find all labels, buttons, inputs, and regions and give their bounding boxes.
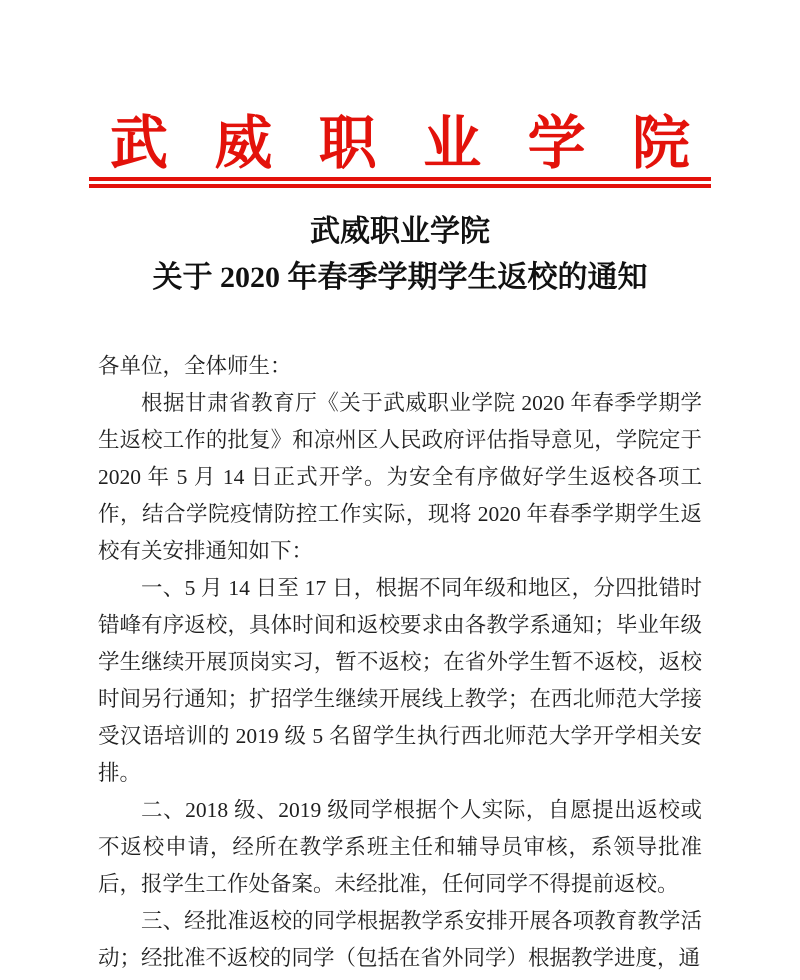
paragraph-intro: 根据甘肃省教育厅《关于武威职业学院 2020 年春季学期学生返校工作的批复》和凉州区人民政府评估指导意见，学院定于 2020 年 5 月 14 日正式开学。为安全有序做好学生返校各项工作，结合学院疫情防控工作实际，现将 2020 年春季学期学生返校有关安排通知如下： — [98, 391, 702, 563]
salutation: 各单位，全体师生： — [98, 354, 292, 378]
document-body — [98, 348, 702, 977]
paragraph-item-3-cutoff: 三、经批准返校的同学根据教学系安排开展各项教育教学活动；经批准不返校的同学（包括在省外同学）根据教学进度，通 — [98, 909, 702, 970]
paragraph-item-1: 一、5 月 14 日至 17 日，根据不同年级和地区，分四批错时错峰有序返校，具体时间和返校要求由各教学系通知；毕业年级学生继续开展顶岗实习，暂不返校；在省外学生暂不返校，返校时间另行通知；扩招学生继续开展线上教学；在西北师范大学接受汉语培训的 2019 级 5 名留学生执行西北师范大学开学相关安排。 — [98, 576, 702, 785]
document-title-line2: 关于 2020 年春季学期学生返校的通知 — [152, 261, 648, 294]
paragraph-item-2: 二、2018 级、2019 级同学根据个人实际，自愿提出返校或不返校申请，经所在教学系班主任和辅导员审核，系领导批准后，报学生工作处备案。未经批准，任何同学不得提前返校。 — [98, 798, 702, 896]
document-title-line1: 武威职业学院 — [310, 215, 490, 248]
letterhead-double-rule — [89, 177, 711, 188]
letterhead-organization-name: 武威职业学院 — [109, 111, 737, 176]
document-title — [0, 209, 800, 301]
